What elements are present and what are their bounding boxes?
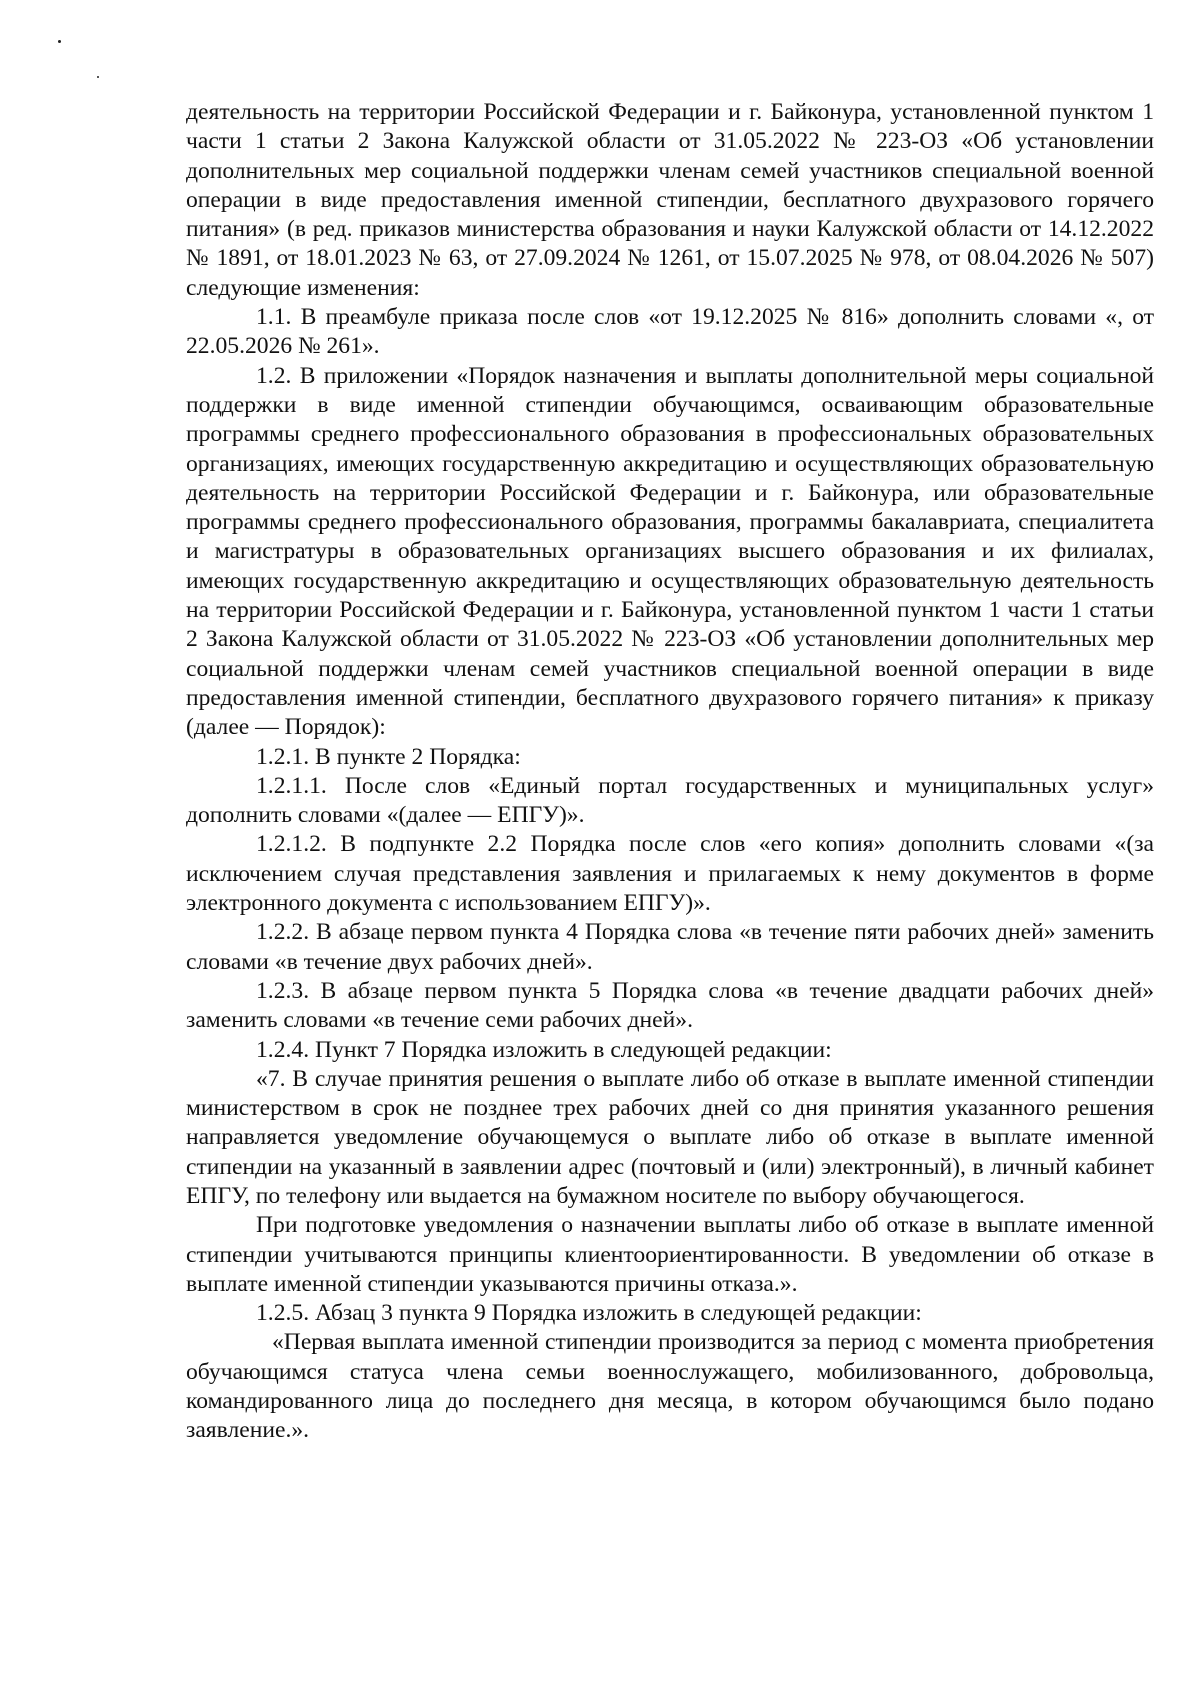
scan-speck (58, 40, 61, 43)
paragraph-1-2-2: 1.2.2. В абзаце первом пункта 4 Порядка слова «в течение пяти рабочих дней» заменить словами «в течение двух рабочих дней». (186, 919, 1154, 975)
paragraph-1-2: 1.2. В приложении «Порядок назначения и выплаты дополнительной меры социальной поддержки в виде именной стипендии обучающимся, осваивающим образовательные программы среднего профессионального образования в профессиональных образовательных организациях, имеющих государственную аккредитацию и осуществляющих образовательную деятельность на территории Российской Федерации и г. Байконура, или образовательные программы среднего профессионального образования, программы бакалавриата, специалитета и магистратуры в образовательных организациях высшего образования и их филиалах, имеющих государственную аккредитацию и осуществляющих образовательную деятельность на территории Российской Федерации и г. Байконура, установленной пунктом 1 части 1 статьи 2 Закона Калужской области от 31.05.2022 № 223-ОЗ «Об установлении дополнительных мер социальной поддержки членам семей участников специальной военной операции в виде предоставления именной стипендии, бесплатного двухразового горячего питания» к приказу (далее — Порядок): (186, 362, 1154, 741)
paragraph-1-1: 1.1. В преамбуле приказа после слов «от 19.12.2025 № 816» дополнить словами «, от 22.05.2026 № 261». (186, 304, 1154, 360)
scan-speck (97, 76, 99, 78)
paragraph-point-7: «7. В случае принятия решения о выплате либо об отказе в выплате именной стипендии министерством в срок не позднее трех рабочих дней со дня принятия указанного решения направляется уведомление обучающемуся о выплате либо об отказе в выплате именной стипендии на указанный в заявлении адрес (почтовый и (или) электронный), в личный кабинет ЕПГУ, по телефону или выдается на бумажном носителе по выбору обучающегося. (186, 1065, 1154, 1209)
paragraph-first-payment: «Первая выплата именной стипендии производится за период с момента приобретения обучающимся статуса члена семьи военнослужащего, мобилизованного, добровольца, командированного лица до последнего дня месяца, в котором обучающимся было подано заявление.». (186, 1329, 1154, 1444)
paragraph-continuation: деятельность на территории Российской Федерации и г. Байконура, установленной пунктом 1 части 1 статьи 2 Закона Калужской области от 31.05.2022 № 223-ОЗ «Об установлении дополнительных мер социальной поддержки членам семей участников специальной военной операции в виде предоставления именной стипендии, бесплатного двухразового горячего питания» (в ред. приказов министерства образования и науки Калужской области от 14.12.2022 № 1891, от 18.01.2023 № 63, от 27.09.2024 № 1261, от 15.07.2025 № 978, от 08.04.2026 № 507) следующие изменения: (186, 99, 1154, 301)
paragraph-notification: При подготовке уведомления о назначении выплаты либо об отказе в выплате именной стипендии учитываются принципы клиентоориентированности. В уведомлении об отказе в выплате именной стипендии указываются причины отказа.». (186, 1212, 1154, 1297)
document-body (186, 98, 1154, 1446)
paragraph-1-2-3: 1.2.3. В абзаце первом пункта 5 Порядка слова «в течение двадцати рабочих дней» заменить словами «в течение семи рабочих дней». (186, 977, 1154, 1034)
paragraph-1-2-1-1: 1.2.1.1. После слов «Единый портал государственных и муниципальных услуг» дополнить словами «(далее — ЕПГУ)». (186, 772, 1154, 829)
paragraph-1-2-1: 1.2.1. В пункте 2 Порядка: (256, 743, 521, 770)
paragraph-1-2-1-2: 1.2.1.2. В подпункте 2.2 Порядка после слов «его копия» дополнить словами «(за исключением случая представления заявления и прилагаемых к нему документов в форме электронного документа с использованием ЕПГУ)». (186, 831, 1154, 917)
paragraph-1-2-5: 1.2.5. Абзац 3 пункта 9 Порядка изложить в следующей редакции: (256, 1300, 922, 1327)
paragraph-1-2-4: 1.2.4. Пункт 7 Порядка изложить в следующей редакции: (256, 1036, 832, 1063)
